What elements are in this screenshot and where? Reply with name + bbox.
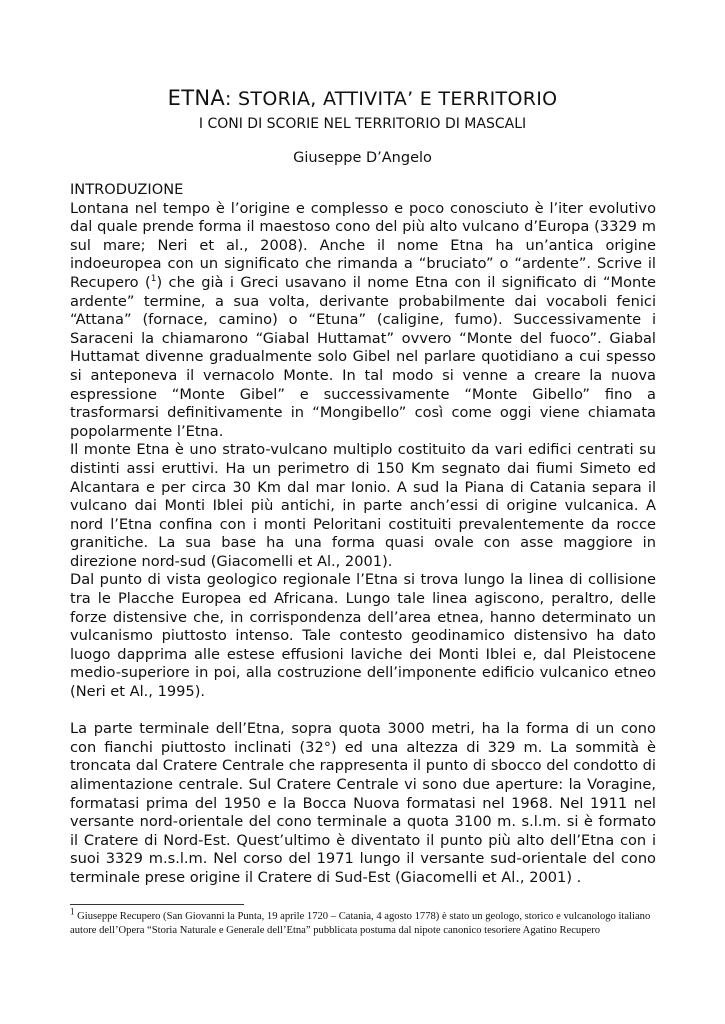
paragraph-3: Dal punto di vista geologico regionale l’Etna si trova lungo la linea di collisione tra le Placche Europea ed Africana. Lungo tale linea agiscono, peraltro, delle forze distensive che, in corrispondenza dell’area etnea, hanno determinato un vulcanismo piuttosto intenso. Tale contesto geodinamico distensivo ha dato luogo dapprima alle estese effusioni laviche dei Monti Iblei e, dal Pleistocene medio-superiore in poi, alla costruzione dell’imponente edificio vulcanico etneo (Neri et Al., 1995). [70,571,656,701]
footnote-divider [70,904,244,905]
title-main-rest: : STORIA, ATTIVITA’ E TERRITORIO [225,88,558,110]
footnote-text: Giuseppe Recupero (San Giovanni la Punta, 19 aprile 1720 – Catania, 4 agosto 1778) è stato un geologo, storico e vulcanologo italiano autore dell’Opera “Storia Naturale e Generale dell’Etna” pubblicata postuma dal nipote canonico tesoriere Agatino Recupero [70,911,651,936]
footnote-reference[interactable]: 1 [150,274,157,285]
paragraph-1 [70,200,656,442]
paragraph-2: Il monte Etna è uno strato-vulcano multiplo costituito da vari edifici centrati su distinti assi eruttivi. Ha un perimetro di 150 Km segnato dai fiumi Simeto ed Alcantara e per circa 30 Km dal mar Ionio. A sud la Piana di Catania separa il vulcano dai Monti Iblei più antichi, in parte anch’essi di origine vulcanica. A nord l’Etna confina con i monti Peloritani costituiti prevalentemente da rocce granitiche. La sua base ha una forma quasi ovale con asse maggiore in direzione nord-sud (Giacomelli et Al., 2001). [70,441,656,570]
footnote [70,906,656,938]
document-body [70,181,656,888]
title-main-word: ETNA [167,86,226,110]
paragraph-1-text-b: ) che già i Greci usavano il nome Etna con il significato di “Monte ardente” termine, a sua volta, derivante probabilmente dai vocaboli fenici “Attana” (fornace, camino) o “Etuna” (caligine, fumo). Successivamente i Saraceni la chiamarono “Giabal Huttamat” ovvero “Monte del fuoco”. Giabal Huttamat divenne gradualmente solo Gibel nel parlare quotidiano a cui spesso si anteponeva il vernacolo Monte. In tal modo si venne a creare la nuova espressione “Monte Gibel” e successivamente “Monte Gibello” fino a trasformarsi definitivamente in “Mongibello” così come oggi viene chiamata popolarmente l’Etna. [70,273,656,440]
paragraph-spacer [70,702,656,721]
document-title [0,86,725,111]
section-heading: INTRODUZIONE [70,181,184,198]
paragraph-1-text-a: Lontana nel tempo è l’origine e complesso e poco conosciuto è l’iter evolutivo dal quale prende forma il maestoso cono del più alto vulcano d’Europa (3329 m sul mare; Neri et al., 2008). Anche il nome Etna ha un’antica origine indoeuropea con un significato che rimanda a “bruciato” o “ardente”. Scrive il Recupero ( [70,199,656,291]
paragraph-4: La parte terminale dell’Etna, sopra quota 3000 metri, ha la forma di un cono con fianchi piuttosto inclinati (32°) ed una altezza di 329 m. La sommità è troncata dal Cratere Centrale che rappresenta il punto di sbocco del condotto di alimentazione centrale. Sul Cratere Centrale vi sono due aperture: la Voragine, formatasi prima del 1950 e la Bocca Nuova formatasi nel 1968. Nel 1911 nel versante nord-orientale del cono terminale a quota 3100 m. s.l.m. si è formato il Cratere di Nord-Est. Quest’ultimo è diventato il punto più alto dell’Etna con i suoi 3329 m.s.l.m. Nel corso del 1971 lungo il versante sud-orientale del cono terminale prese origine il Cratere di Sud-Est (Giacomelli et Al., 2001) . [70,720,656,886]
document-subtitle: I CONI DI SCORIE NEL TERRITORIO DI MASCALI [198,116,527,132]
author-name: Giuseppe D’Angelo [293,150,432,166]
footnote-marker: 1 [70,906,75,917]
